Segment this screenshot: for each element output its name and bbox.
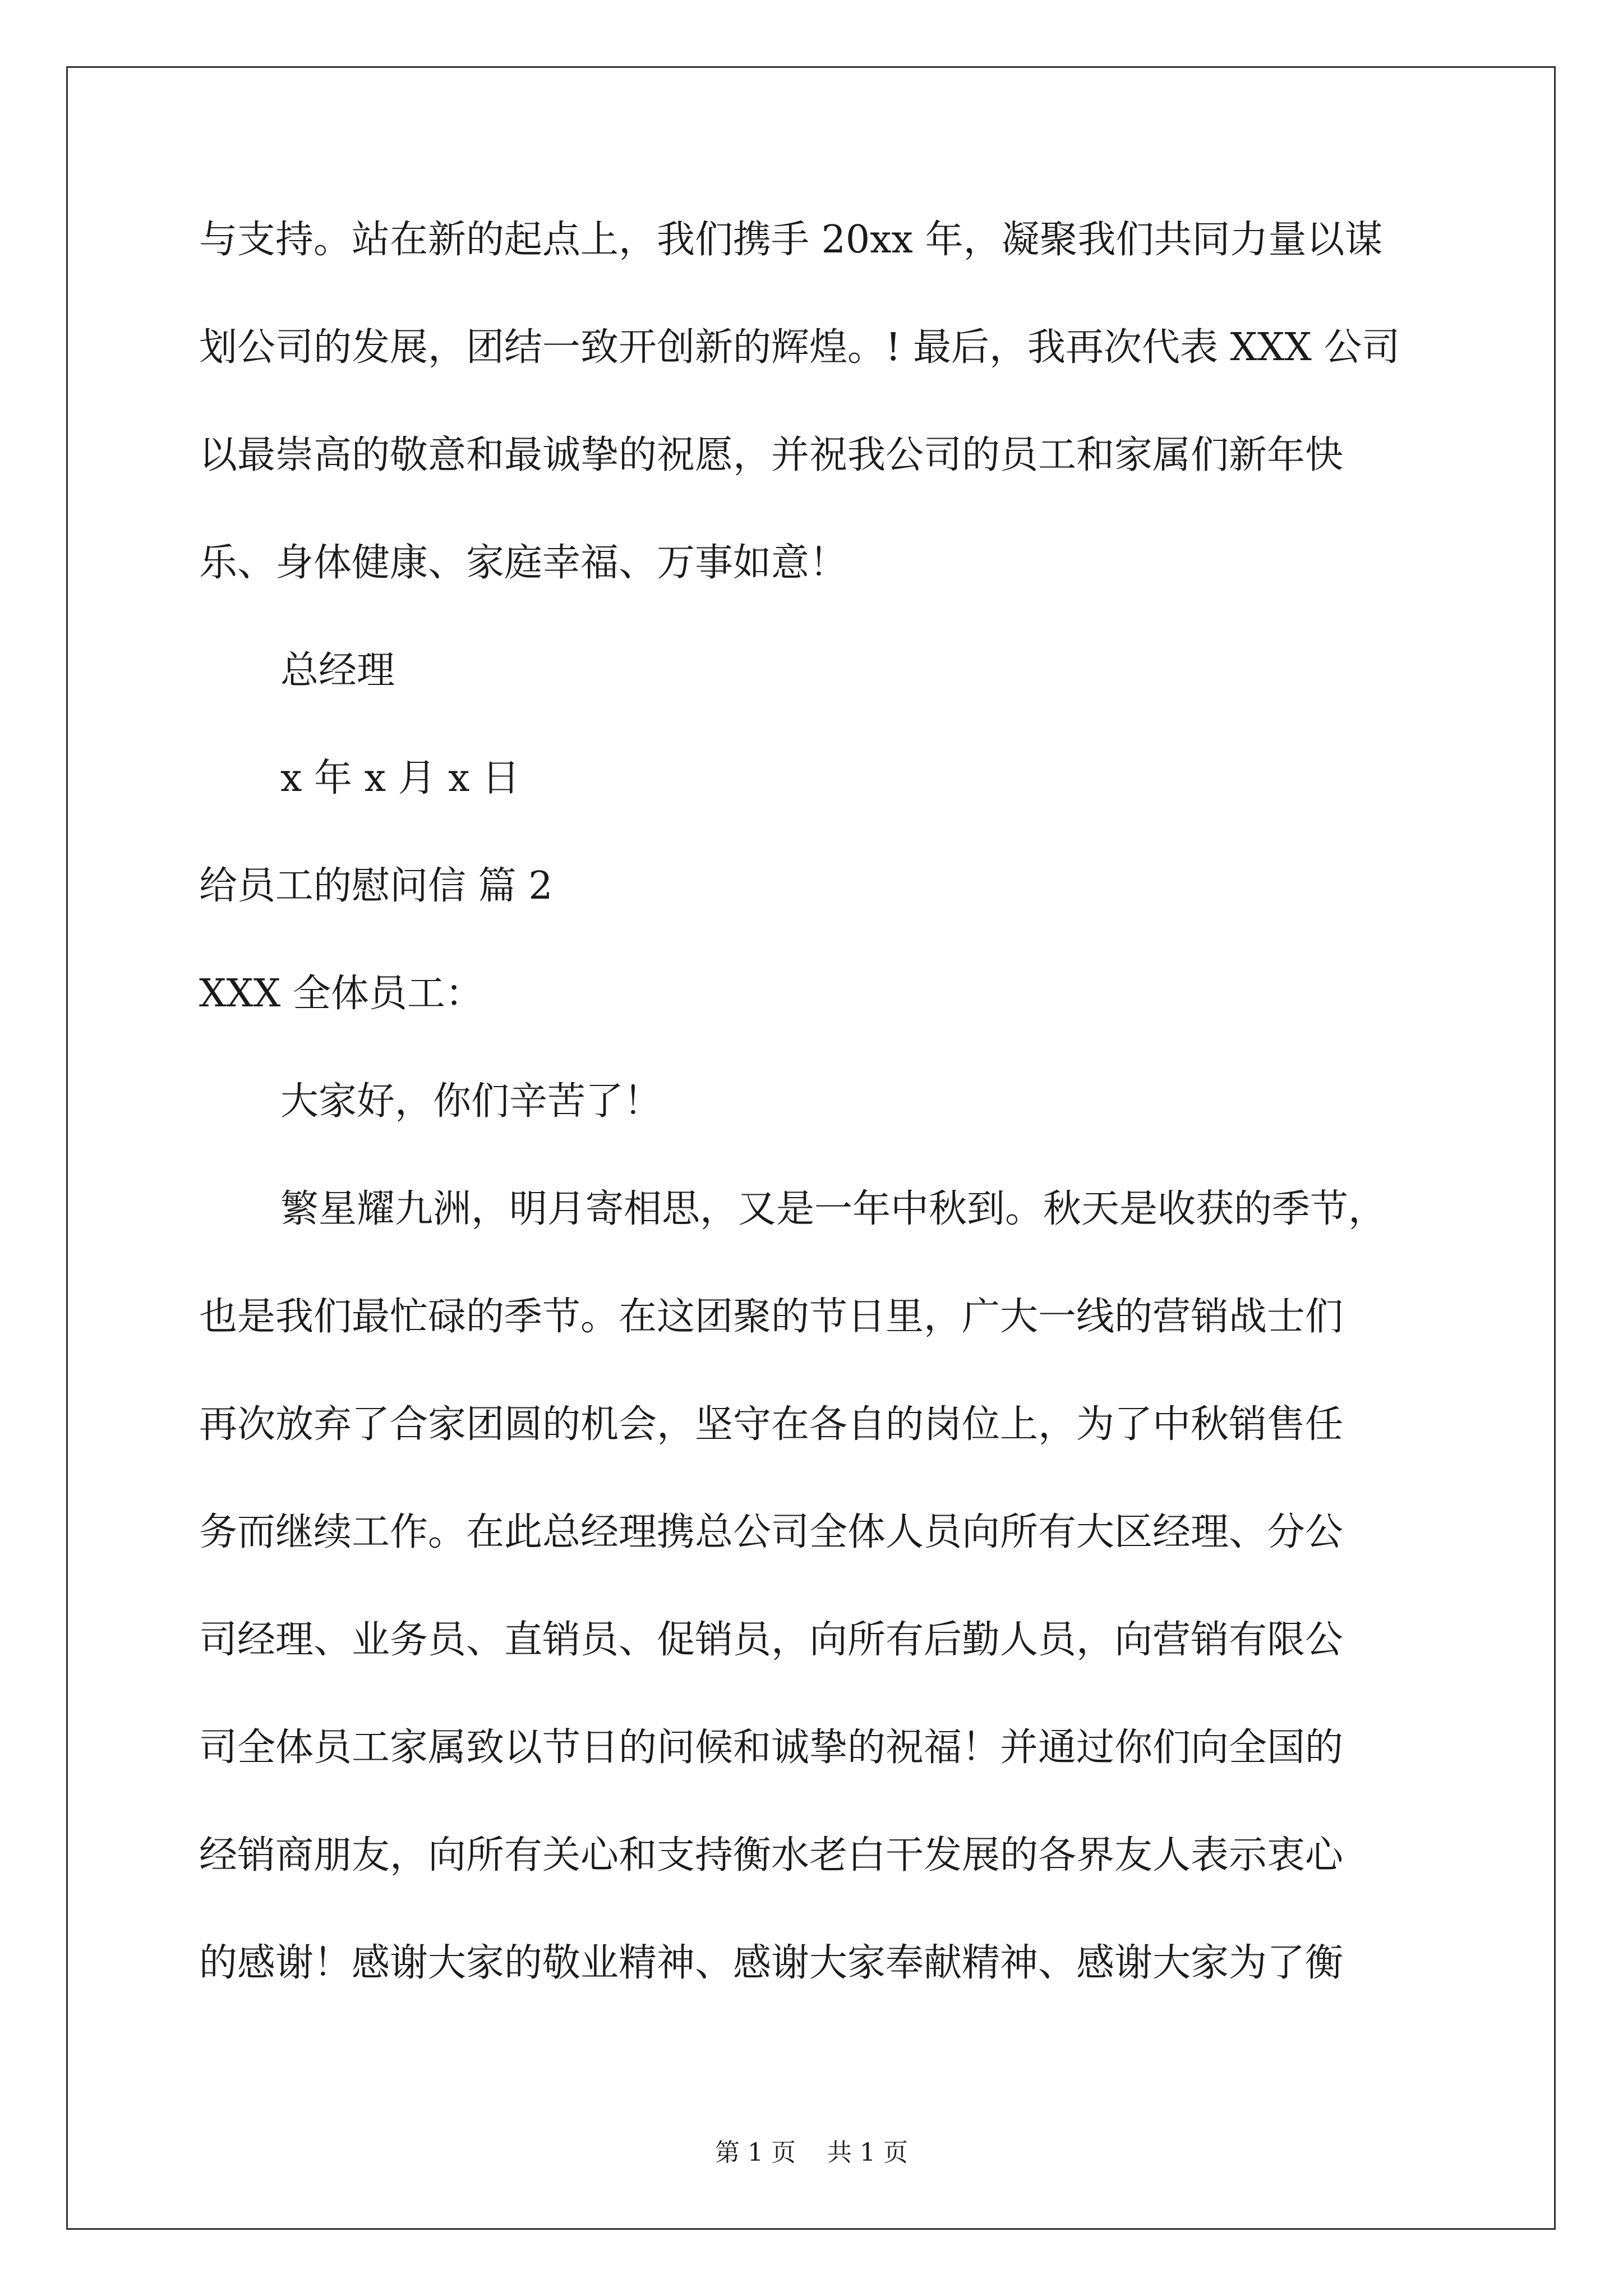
salutation: XXX 全体员工： (199, 972, 483, 1016)
page-number-footer: 第 1 页 共 1 页 (715, 2138, 908, 2167)
signature-title: 总经理 (280, 648, 395, 693)
body-line: 司经理、业务员、直销员、促销员，向所有后勤人员，向营销有限公 (199, 1618, 1344, 1662)
body-line: 也是我们最忙碌的季节。在这团聚的节日里，广大一线的营销战士们 (199, 1295, 1344, 1339)
body-line: 务而继续工作。在此总经理携总公司全体人员向所有大区经理、分公 (199, 1510, 1344, 1554)
body-line: 经销商朋友，向所有关心和支持衡水老白干发展的各界友人表示衷心 (199, 1833, 1344, 1878)
page-border (66, 66, 1556, 2230)
signature-date: x 年 x 月 x 日 (280, 756, 520, 800)
body-line: 与支持。站在新的起点上，我们携手 20xx 年，凝聚我们共同力量以谋 (199, 218, 1383, 262)
section-heading: 给员工的慰问信 篇 2 (199, 864, 553, 908)
body-line: 再次放弃了合家团圆的机会，坚守在各自的岗位上，为了中秋销售任 (199, 1402, 1344, 1447)
greeting-line: 大家好，你们辛苦了！ (280, 1079, 662, 1124)
body-line: 繁星耀九洲，明月寄相思，又是一年中秋到。秋天是收获的季节， (280, 1187, 1387, 1231)
body-line: 以最崇高的敬意和最诚挚的祝愿，并祝我公司的员工和家属们新年快 (199, 433, 1344, 477)
body-line: 乐、身体健康、家庭幸福、万事如意！ (199, 541, 848, 585)
body-line: 司全体员工家属致以节日的问候和诚挚的祝福！并通过你们向全国的 (199, 1726, 1344, 1770)
body-line: 划公司的发展，团结一致开创新的辉煌。! 最后，我再次代表 XXX 公司 (199, 325, 1400, 370)
body-line: 的感谢！感谢大家的敬业精神、感谢大家奉献精神、感谢大家为了衡 (199, 1941, 1344, 1985)
